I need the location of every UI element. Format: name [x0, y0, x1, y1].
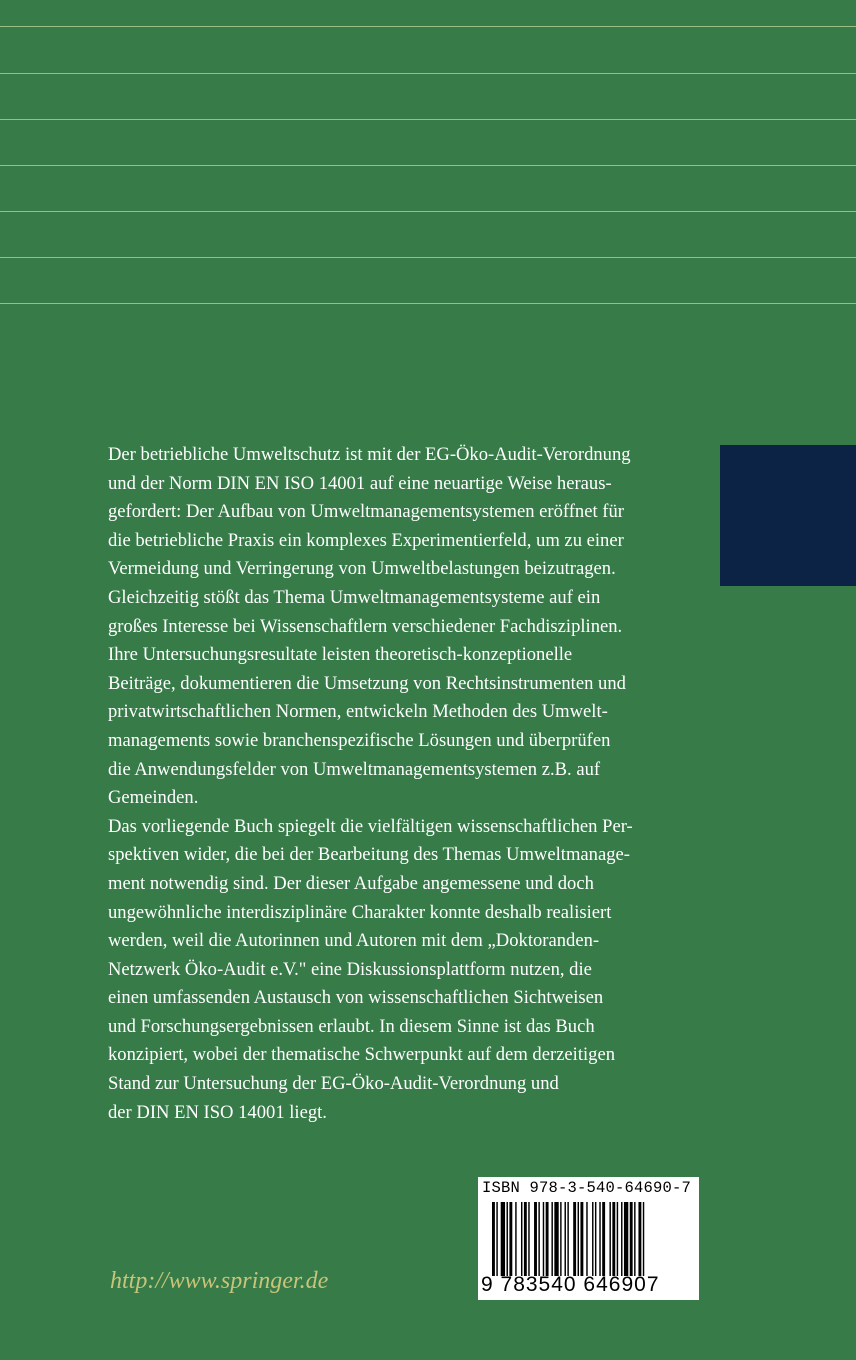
barcode-bar: [565, 1202, 566, 1276]
top-rule-3: [0, 119, 856, 120]
barcode-bar: [509, 1202, 512, 1276]
blurb-line: und Forschungsergebnissen erlaubt. In diesem Sinne ist das Buch: [108, 1015, 595, 1037]
blurb-line: Ihre Untersuchungsresultate leisten theoretisch-konzeptionelle: [108, 644, 573, 666]
barcode-bar: [524, 1202, 527, 1276]
blurb-line: Der betriebliche Umweltschutz ist mit der EG-Öko-Audit-Verordnung: [108, 444, 631, 465]
back-cover-blurb: [108, 441, 708, 1127]
publisher-url: http://www.springer.de: [110, 1268, 329, 1294]
barcode-bar: [492, 1202, 495, 1276]
blurb-line: einen umfassenden Austausch von wissenschaftlichen Sichtweisen: [108, 987, 604, 1009]
barcode-bar: [507, 1202, 508, 1276]
barcode-bar: [534, 1202, 537, 1276]
barcode-bar: [567, 1202, 568, 1276]
barcode-bar: [599, 1202, 600, 1276]
blurb-line: werden, weil die Autorinnen und Autoren mit dem „Doktoranden-: [108, 930, 600, 952]
blurb-line: managements sowie branchenspezifische Lösungen und überprüfen: [108, 729, 611, 751]
barcode-bar: [515, 1202, 516, 1276]
blurb-line: die betriebliche Praxis ein komplexes Experimentierfeld, um zu einer: [108, 529, 624, 551]
barcode-bar: [643, 1202, 644, 1276]
blurb-line: Stand zur Untersuchung der EG-Öko-Audit-Verordnung und: [108, 1073, 559, 1095]
barcode-bar: [602, 1202, 605, 1276]
top-rule-7: [0, 303, 856, 304]
barcode-digits: 9 783540 646907: [481, 1273, 660, 1296]
blurb-line: privatwirtschaftlichen Normen, entwickeln Methoden des Umwelt-: [108, 701, 608, 723]
barcode-bar: [528, 1202, 529, 1276]
barcode-bar: [586, 1202, 587, 1276]
barcode-bar: [578, 1202, 579, 1276]
blurb-line: Vermeidung und Verringerung von Umweltbelastungen beizutragen.: [108, 558, 616, 580]
barcode-bar: [595, 1202, 596, 1276]
blurb-line: ungewöhnliche interdisziplinäre Charakter konnte deshalb realisiert: [108, 901, 612, 923]
blurb-line: Das vorliegende Buch spiegelt die vielfältigen wissenschaftlichen Per-: [108, 815, 633, 837]
blurb-line: der DIN EN ISO 14001 liegt.: [108, 1101, 327, 1123]
barcode-bar: [501, 1202, 505, 1276]
barcode-bar: [612, 1202, 615, 1276]
barcode-bar: [621, 1202, 622, 1276]
blurb-line: Gleichzeitig stößt das Thema Umweltmanagementsysteme auf ein: [108, 586, 601, 608]
barcode-bar: [617, 1202, 618, 1276]
barcode-bar: [630, 1202, 633, 1276]
barcode-bar: [521, 1202, 522, 1276]
blurb-line: Beiträge, dokumentieren die Umsetzung von Rechtsinstrumenten und: [108, 672, 626, 694]
blurb-line: und der Norm DIN EN ISO 14001 auf eine neuartige Weise heraus-: [108, 472, 612, 494]
barcode-bar: [580, 1202, 583, 1276]
top-rule-4: [0, 165, 856, 166]
barcode-bar: [543, 1202, 544, 1276]
blurb-line: Gemeinden.: [108, 787, 199, 809]
barcode-bar: [609, 1202, 610, 1276]
blurb-line: konzipiert, wobei der thematische Schwerpunkt auf dem derzeitigen: [108, 1044, 616, 1066]
blurb-line: gefordert: Der Aufbau von Umweltmanagementsystemen eröffnet für: [108, 501, 624, 523]
barcode-bar: [573, 1202, 576, 1276]
barcode-bar: [551, 1202, 552, 1276]
barcode-bar: [634, 1202, 635, 1276]
blurb-line: großes Interesse bei Wissenschaftlern verschiedener Fachdisziplinen.: [108, 615, 623, 637]
blurb-line: Netzwerk Öko-Audit e.V." eine Diskussionsplattform nutzen, die: [108, 958, 592, 980]
top-rule-5: [0, 211, 856, 212]
barcode-bars: [492, 1202, 692, 1276]
barcode-bar: [624, 1202, 628, 1276]
barcode-bar: [546, 1202, 549, 1276]
barcode-bar: [638, 1202, 641, 1276]
top-rule-1: [0, 26, 856, 27]
isbn-label: ISBN 978-3-540-64690-7: [482, 1179, 692, 1197]
barcode-bar: [496, 1202, 497, 1276]
barcode-bar: [538, 1202, 539, 1276]
top-rule-6: [0, 257, 856, 258]
isbn-barcode: [478, 1177, 699, 1300]
top-rule-2: [0, 73, 856, 74]
blurb-line: ment notwendig sind. Der dieser Aufgabe angemessene und doch: [108, 872, 594, 894]
barcode-bar: [554, 1202, 558, 1276]
barcode-bar: [592, 1202, 593, 1276]
spine-color-tab: [720, 445, 856, 586]
blurb-line: die Anwendungsfelder von Umweltmanagementsystemen z.B. auf: [108, 758, 601, 780]
barcode-bar: [560, 1202, 561, 1276]
blurb-line: spektiven wider, die bei der Bearbeitung des Themas Umweltmanage-: [108, 844, 630, 866]
